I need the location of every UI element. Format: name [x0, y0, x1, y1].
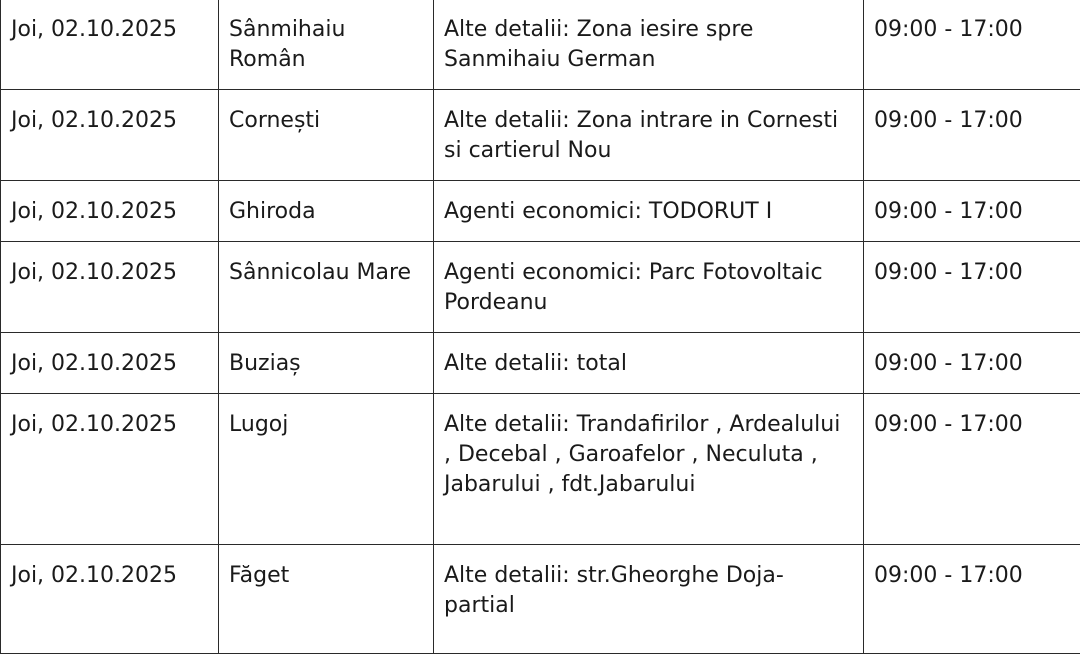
- table-row: [1, 90, 1080, 181]
- table-row: [1, 242, 1080, 333]
- date-cell: Joi, 02.10.2025: [1, 90, 219, 181]
- date-cell: Joi, 02.10.2025: [1, 0, 219, 90]
- location-cell: Lugoj: [219, 394, 434, 545]
- table-row: [1, 181, 1080, 242]
- date-cell: Joi, 02.10.2025: [1, 181, 219, 242]
- table-row: [1, 545, 1080, 654]
- interval-cell: 09:00 - 17:00: [864, 242, 1080, 333]
- details-cell: Alte detalii: str.Gheorghe Doja-partial: [434, 545, 864, 654]
- details-cell: Alte detalii: Trandafirilor , Ardealului , Decebal , Garoafelor , Neculuta , Jabarului , fdt.Jabarului: [434, 394, 864, 545]
- table-row: [1, 333, 1080, 394]
- details-cell: Alte detalii: total: [434, 333, 864, 394]
- details-cell: Alte detalii: Zona iesire spre Sanmihaiu German: [434, 0, 864, 90]
- date-cell: Joi, 02.10.2025: [1, 545, 219, 654]
- interval-cell: 09:00 - 17:00: [864, 181, 1080, 242]
- location-cell: Sânmihaiu Român: [219, 0, 434, 90]
- date-cell: Joi, 02.10.2025: [1, 333, 219, 394]
- location-cell: Ghiroda: [219, 181, 434, 242]
- details-cell: Alte detalii: Zona intrare in Cornesti si cartierul Nou: [434, 90, 864, 181]
- location-cell: Buziaș: [219, 333, 434, 394]
- interval-cell: 09:00 - 17:00: [864, 0, 1080, 90]
- interval-cell: 09:00 - 17:00: [864, 90, 1080, 181]
- date-cell: Joi, 02.10.2025: [1, 394, 219, 545]
- table-row: [1, 394, 1080, 545]
- interval-cell: 09:00 - 17:00: [864, 545, 1080, 654]
- location-cell: Cornești: [219, 90, 434, 181]
- details-cell: Agenti economici: Parc Fotovoltaic Pordeanu: [434, 242, 864, 333]
- interval-cell: 09:00 - 17:00: [864, 333, 1080, 394]
- interval-cell: 09:00 - 17:00: [864, 394, 1080, 545]
- location-cell: Sânnicolau Mare: [219, 242, 434, 333]
- details-cell: Agenti economici: TODORUT I: [434, 181, 864, 242]
- location-cell: Făget: [219, 545, 434, 654]
- date-cell: Joi, 02.10.2025: [1, 242, 219, 333]
- table-row: [1, 0, 1080, 90]
